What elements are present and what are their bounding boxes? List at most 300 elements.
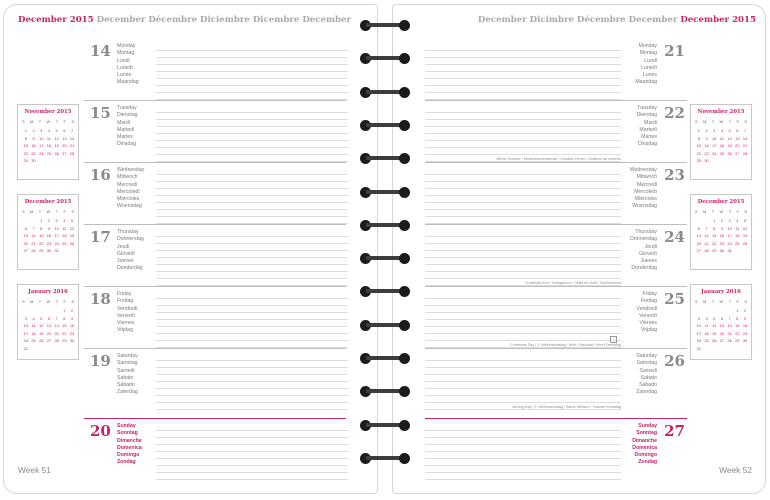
- weekday-letter: T: [711, 119, 715, 124]
- mini-calendar-weekdays: [691, 117, 751, 125]
- weekday-letter: T: [728, 119, 732, 124]
- day-name: Jueves: [640, 258, 657, 265]
- ring-hole: [399, 286, 410, 297]
- day-name: Vrijdag: [641, 327, 657, 334]
- ring-hole: [399, 187, 410, 198]
- day-name: Sunday: [117, 423, 136, 429]
- mini-calendar-day: 31: [23, 345, 28, 351]
- mini-calendar-day: 7: [705, 225, 708, 231]
- day-right-22: [425, 102, 687, 164]
- day-name: Vrijdag: [117, 327, 133, 334]
- day-name: Mardi: [644, 119, 657, 126]
- day-name: Dienstag: [636, 112, 657, 119]
- spiral-ring: [359, 151, 411, 165]
- ruled-line: [156, 64, 348, 65]
- day-name: Miércoles: [634, 196, 657, 203]
- day-name: Domenica: [632, 444, 657, 451]
- day-name: Dimanche: [117, 437, 142, 444]
- write-lines[interactable]: [425, 350, 621, 412]
- mini-calendar-day: 6: [24, 225, 27, 231]
- mini-calendar-day: 11: [719, 135, 724, 141]
- day-name: Donnerstag: [117, 236, 144, 243]
- mini-calendar-day: 23: [742, 330, 748, 336]
- mini-calendar-day: 9: [47, 225, 51, 231]
- mini-calendar-title: January 2016: [28, 289, 68, 295]
- weekday-letter: W: [719, 209, 724, 214]
- holiday-note: Christmas Day / 1. Weihnachtstag / Noël / Navidad / Kerst Feestdag: [509, 343, 621, 347]
- mini-calendar-day: 25: [704, 338, 709, 343]
- day-number: 22: [664, 104, 685, 122]
- mini-calendar-day: 28: [704, 248, 709, 253]
- mini-calendar-day: 5: [713, 315, 716, 321]
- day-number: 25: [664, 290, 685, 308]
- ruled-line: [425, 479, 621, 480]
- day-name: Domenica: [117, 444, 142, 451]
- month-header-left-accent: December 2015: [18, 15, 94, 25]
- day-name: Montag: [639, 50, 657, 57]
- mini-calendar-day: 25: [46, 150, 52, 156]
- ruled-line: [425, 451, 621, 452]
- write-lines[interactable]: [156, 288, 348, 350]
- mini-calendar-left-2: [17, 194, 79, 270]
- ruled-line: [156, 133, 348, 134]
- day-name: Dimanche: [632, 437, 657, 444]
- ruled-line: [156, 236, 348, 237]
- weekday-letter: S: [744, 299, 747, 304]
- write-lines[interactable]: [156, 350, 348, 412]
- ring-hole: [399, 420, 410, 431]
- day-name: Friday: [642, 291, 657, 297]
- mini-calendar-day: 23: [31, 150, 36, 156]
- mini-calendar-day: 28: [54, 338, 59, 343]
- ruled-line: [156, 78, 348, 79]
- mini-calendar-weekdays: [18, 117, 78, 125]
- day-number: 17: [90, 228, 111, 246]
- ruled-line: [156, 409, 348, 410]
- ruled-line: [156, 85, 348, 86]
- day-name: Giovedì: [117, 250, 135, 257]
- mini-calendar-day: 23: [704, 150, 709, 156]
- day-number: 23: [664, 166, 685, 184]
- weekday-letter: S: [71, 209, 74, 214]
- day-name: Monday: [638, 43, 657, 49]
- mini-calendar-day: 14: [54, 323, 59, 328]
- mini-calendar-day: 30: [31, 158, 36, 163]
- ruled-line: [156, 112, 348, 113]
- mini-calendar-day: 15: [62, 323, 67, 328]
- weekday-letter: F: [63, 299, 66, 304]
- write-lines[interactable]: [425, 102, 621, 164]
- ruled-line: [425, 236, 621, 237]
- mini-calendar-day: 11: [62, 225, 67, 231]
- ruled-line: [156, 243, 348, 244]
- ruled-line: [156, 250, 348, 251]
- weekday-letter: M: [703, 299, 707, 304]
- day-name: Mittwoch: [636, 174, 657, 181]
- mini-calendar-day: 27: [719, 338, 725, 343]
- mini-calendar-day: 2: [70, 308, 74, 313]
- mini-calendar-weekdays: [18, 297, 78, 305]
- ruled-line: [425, 395, 621, 396]
- mini-calendar-day: 30: [742, 338, 748, 343]
- weekday-letter: T: [711, 299, 715, 304]
- day-separator: [425, 100, 687, 101]
- day-name: Sabato: [117, 374, 134, 381]
- mini-calendar-day: 21: [742, 143, 748, 148]
- ring-hole: [399, 53, 410, 64]
- spiral-ring: [359, 418, 411, 432]
- mini-calendar-day: 5: [743, 218, 747, 223]
- day-name: Samstag: [117, 360, 138, 367]
- write-lines[interactable]: [156, 40, 348, 102]
- mini-calendar-day: 10: [696, 323, 701, 328]
- mini-calendar-day: 7: [70, 128, 74, 133]
- day-right-21: [425, 40, 687, 102]
- ruled-line: [156, 264, 348, 265]
- mini-calendar-day: 29: [735, 338, 740, 343]
- day-name: Mercoledì: [634, 188, 657, 195]
- mini-calendar-grid: [695, 127, 747, 179]
- mini-calendar-day: 22: [712, 240, 717, 246]
- mini-calendar-day: 5: [70, 218, 74, 223]
- spiral-ring: [359, 451, 411, 465]
- ruled-line: [156, 298, 348, 299]
- ruled-line: [156, 312, 348, 313]
- mini-calendar-day: 24: [39, 150, 44, 156]
- day-name: Martes: [641, 134, 657, 141]
- day-separator: [425, 348, 687, 349]
- mini-calendar-day: 9: [32, 135, 35, 141]
- ruled-line: [425, 195, 621, 196]
- mini-calendar-day: 23: [46, 240, 52, 246]
- mini-calendar-grid: [22, 127, 74, 179]
- mini-calendar-day: 7: [55, 315, 58, 321]
- ruled-line: [425, 319, 621, 320]
- mini-calendar-day: 6: [736, 128, 739, 133]
- day-name: Martes: [117, 134, 133, 141]
- mini-calendar-day: 5: [728, 128, 731, 133]
- spiral-ring: [359, 284, 411, 298]
- write-lines[interactable]: [156, 226, 348, 288]
- mini-calendar-day: 15: [735, 323, 740, 328]
- ruled-line: [425, 257, 621, 258]
- mini-calendar-day: 25: [719, 150, 725, 156]
- mini-calendar-title: January 2016: [701, 289, 741, 295]
- mini-calendar-day: 15: [696, 143, 701, 148]
- mini-calendar-day: 6: [697, 225, 700, 231]
- day-name: Lundi: [644, 57, 657, 64]
- day-name: Domingo: [117, 452, 140, 459]
- mini-calendar-weekdays: [691, 297, 751, 305]
- weekday-letter: S: [695, 119, 698, 124]
- weekday-letter: M: [30, 119, 34, 124]
- write-lines[interactable]: [156, 420, 348, 482]
- weekday-letter: M: [703, 119, 707, 124]
- day-name: Thursday: [635, 229, 657, 235]
- day-left-15: [84, 102, 346, 164]
- day-name: Domingo: [634, 452, 657, 459]
- ring-hole: [399, 453, 410, 464]
- ruled-line: [425, 388, 621, 389]
- mini-calendar-day: 26: [742, 240, 748, 246]
- weekday-letter: F: [736, 209, 739, 214]
- mini-calendar-day: 16: [69, 323, 75, 328]
- mini-calendar-day: 2: [47, 218, 51, 223]
- mini-calendar-day: 10: [712, 135, 717, 141]
- ring-hole: [399, 87, 410, 98]
- mini-calendar-day: 24: [712, 150, 717, 156]
- mini-calendar-title: November 2015: [697, 109, 745, 115]
- day-name: Saturday: [636, 353, 657, 359]
- ring-hole: [399, 153, 410, 164]
- day-name: Samstag: [636, 360, 657, 367]
- mini-calendar-day: 26: [39, 338, 44, 343]
- ruled-line: [156, 216, 348, 217]
- ruled-line: [425, 57, 621, 58]
- mini-calendar-day: 8: [697, 135, 700, 141]
- mini-calendar-day: 15: [23, 143, 28, 148]
- mini-calendar-day: 20: [46, 330, 52, 336]
- mini-calendar-day: 30: [719, 248, 725, 253]
- mini-calendar-day: 19: [69, 233, 75, 238]
- day-name: Donderdag: [117, 265, 143, 272]
- mini-calendar-day: 20: [735, 143, 740, 148]
- ruled-line: [156, 271, 348, 272]
- day-name: Maandag: [117, 79, 139, 86]
- mini-calendar-grid: [695, 307, 747, 359]
- day-name: Lunedì: [641, 64, 657, 71]
- day-name: Zondag: [638, 459, 657, 466]
- day-separator: [84, 162, 346, 163]
- ring-hole: [399, 20, 410, 31]
- mini-calendar-day: 29: [696, 158, 701, 163]
- ruled-line: [156, 181, 348, 182]
- ruled-line: [156, 257, 348, 258]
- mini-calendar-title: December 2015: [697, 199, 745, 205]
- mini-calendar-day: 20: [62, 143, 67, 148]
- mini-calendar-day: 24: [727, 240, 732, 246]
- ring-hole: [399, 120, 410, 131]
- ruled-line: [156, 140, 348, 141]
- day-separator: [84, 348, 346, 349]
- mini-calendar-day: 9: [743, 315, 747, 321]
- day-left-20: [84, 420, 346, 482]
- mini-calendar-day: 22: [39, 240, 44, 246]
- day-name: Miércoles: [117, 196, 140, 203]
- mini-calendar-day: 16: [31, 143, 36, 148]
- mini-calendar-day: 28: [727, 338, 732, 343]
- day-name: Mardi: [117, 119, 130, 126]
- weekday-letter: T: [711, 209, 715, 214]
- day-name: Wednesday: [629, 167, 657, 173]
- mini-calendar-right-1: [690, 104, 752, 180]
- mini-calendar-day: 24: [23, 338, 28, 343]
- spiral-ring: [359, 85, 411, 99]
- write-lines[interactable]: [425, 226, 621, 288]
- weekday-letter: S: [695, 209, 698, 214]
- day-name: Dinsdag: [117, 141, 137, 148]
- day-name: Dinsdag: [637, 141, 657, 148]
- day-name: Jeudi: [644, 243, 657, 250]
- mini-calendar-day: 17: [39, 143, 44, 148]
- mini-calendar-day: 18: [62, 233, 67, 238]
- day-right-24: [425, 226, 687, 288]
- day-name: Sábado: [639, 382, 657, 389]
- ruled-line: [425, 202, 621, 203]
- day-name: Sunday: [638, 423, 657, 429]
- ruled-line: [156, 402, 348, 403]
- mini-calendar-title: November 2015: [24, 109, 72, 115]
- day-name: Freitag: [640, 298, 657, 305]
- weekday-letter: T: [38, 299, 42, 304]
- mini-calendar-day: 1: [736, 308, 739, 313]
- ruled-line: [425, 326, 621, 327]
- mini-calendar-day: 16: [742, 323, 748, 328]
- day-name: Mercredi: [636, 181, 657, 188]
- write-lines[interactable]: [425, 164, 621, 226]
- mini-calendar-right-3: [690, 284, 752, 360]
- mini-calendar-day: 5: [55, 128, 58, 133]
- mini-calendar-day: 18: [735, 233, 740, 238]
- day-name: Freitag: [117, 298, 134, 305]
- mini-calendar-day: 3: [713, 128, 716, 133]
- mini-calendar-day: 26: [727, 150, 732, 156]
- mini-calendar-day: 21: [31, 240, 36, 246]
- mini-calendar-day: 1: [697, 128, 700, 133]
- mini-calendar-day: 11: [735, 225, 740, 231]
- day-name: Viernes: [117, 320, 135, 327]
- ruled-line: [425, 340, 621, 341]
- mini-calendar-day: 13: [62, 135, 67, 141]
- mini-calendar-day: 13: [23, 233, 28, 238]
- ring-hole: [399, 320, 410, 331]
- ruled-line: [156, 437, 348, 438]
- weekday-letter: W: [46, 209, 51, 214]
- mini-calendar-day: 25: [62, 240, 67, 246]
- ruled-line: [156, 71, 348, 72]
- day-name: Thursday: [117, 229, 139, 235]
- mini-calendar-left-1: [17, 104, 79, 180]
- weekday-letter: F: [63, 119, 66, 124]
- day-name: Venerdì: [117, 312, 135, 319]
- mini-calendar-day: 26: [69, 240, 75, 246]
- day-name: Donnerstag: [630, 236, 657, 243]
- mini-calendar-day: 4: [736, 218, 739, 223]
- ruled-line: [425, 64, 621, 65]
- mini-calendar-day: 27: [735, 150, 740, 156]
- weekday-letter: T: [38, 119, 42, 124]
- write-lines[interactable]: [156, 102, 348, 164]
- ruled-line: [156, 278, 348, 279]
- write-lines[interactable]: [425, 40, 621, 102]
- weekday-letter: S: [695, 299, 698, 304]
- mini-calendar-day: 4: [705, 315, 708, 321]
- ring-hole: [399, 253, 410, 264]
- ruled-line: [156, 472, 348, 473]
- mini-calendar-day: 1: [713, 218, 716, 223]
- mini-calendar-day: 31: [696, 345, 701, 351]
- weekday-letter: F: [736, 299, 739, 304]
- day-name: Zondag: [117, 459, 136, 466]
- mini-calendar-day: 28: [742, 150, 748, 156]
- mini-calendar-day: 9: [705, 135, 708, 141]
- day-name: Monday: [117, 43, 136, 49]
- ruled-line: [425, 147, 621, 148]
- mini-calendar-day: 12: [69, 225, 75, 231]
- mini-calendar-day: 7: [728, 315, 731, 321]
- ruled-line: [156, 340, 348, 341]
- mini-calendar-day: 16: [704, 143, 709, 148]
- mini-calendar-day: 12: [727, 135, 732, 141]
- ruled-line: [425, 264, 621, 265]
- ruled-line: [156, 195, 348, 196]
- mini-calendar-day: 2: [720, 218, 724, 223]
- day-name: Mercredi: [117, 181, 138, 188]
- mini-calendar-day: 31: [54, 248, 59, 253]
- ruled-line: [425, 278, 621, 279]
- task-checkbox[interactable]: [610, 336, 617, 343]
- mini-calendar-day: 4: [32, 315, 35, 321]
- day-separator: [425, 162, 687, 163]
- day-name: Tuesday: [637, 105, 657, 111]
- mini-calendar-day: 22: [735, 330, 740, 336]
- day-right-25: [425, 288, 687, 350]
- day-left-19: [84, 350, 346, 412]
- ruled-line: [156, 360, 348, 361]
- month-header-right: [478, 15, 756, 25]
- weekday-letter: S: [22, 119, 25, 124]
- day-name: Vendredi: [636, 305, 657, 312]
- ruled-line: [156, 374, 348, 375]
- day-number: 18: [90, 290, 111, 308]
- write-lines[interactable]: [425, 288, 621, 350]
- mini-calendar-day: 15: [39, 233, 44, 238]
- ruled-line: [425, 305, 621, 306]
- day-separator: [425, 286, 687, 287]
- day-name: Sonntag: [117, 430, 138, 437]
- write-lines[interactable]: [425, 420, 621, 482]
- ring-hole: [399, 220, 410, 231]
- ruled-line: [425, 271, 621, 272]
- weekday-letter: S: [71, 119, 74, 124]
- mini-calendar-day: 30: [704, 158, 709, 163]
- mini-calendar-day: 6: [720, 315, 724, 321]
- weekday-letter: T: [55, 209, 59, 214]
- ruled-line: [156, 319, 348, 320]
- mini-calendar-day: 3: [40, 128, 43, 133]
- mini-calendar-day: 13: [46, 323, 52, 328]
- spiral-ring: [359, 351, 411, 365]
- mini-calendar-day: 30: [69, 338, 75, 343]
- mini-calendar-day: 10: [54, 225, 59, 231]
- mini-calendar-day: 12: [54, 135, 59, 141]
- mini-calendar-day: 27: [46, 338, 52, 343]
- mini-calendar-grid: [22, 307, 74, 359]
- ruled-line: [156, 395, 348, 396]
- write-lines[interactable]: [156, 164, 348, 226]
- weekday-letter: W: [46, 119, 51, 124]
- spiral-ring: [359, 51, 411, 65]
- mini-calendar-day: 15: [712, 233, 717, 238]
- mini-calendar-day: 22: [696, 150, 701, 156]
- ruled-line: [425, 112, 621, 113]
- mini-calendar-day: 3: [55, 218, 58, 223]
- mini-calendar-day: 4: [63, 218, 66, 223]
- ruled-line: [425, 374, 621, 375]
- ruled-line: [156, 147, 348, 148]
- ruled-line: [425, 444, 621, 445]
- day-name: Zaterdag: [636, 389, 657, 396]
